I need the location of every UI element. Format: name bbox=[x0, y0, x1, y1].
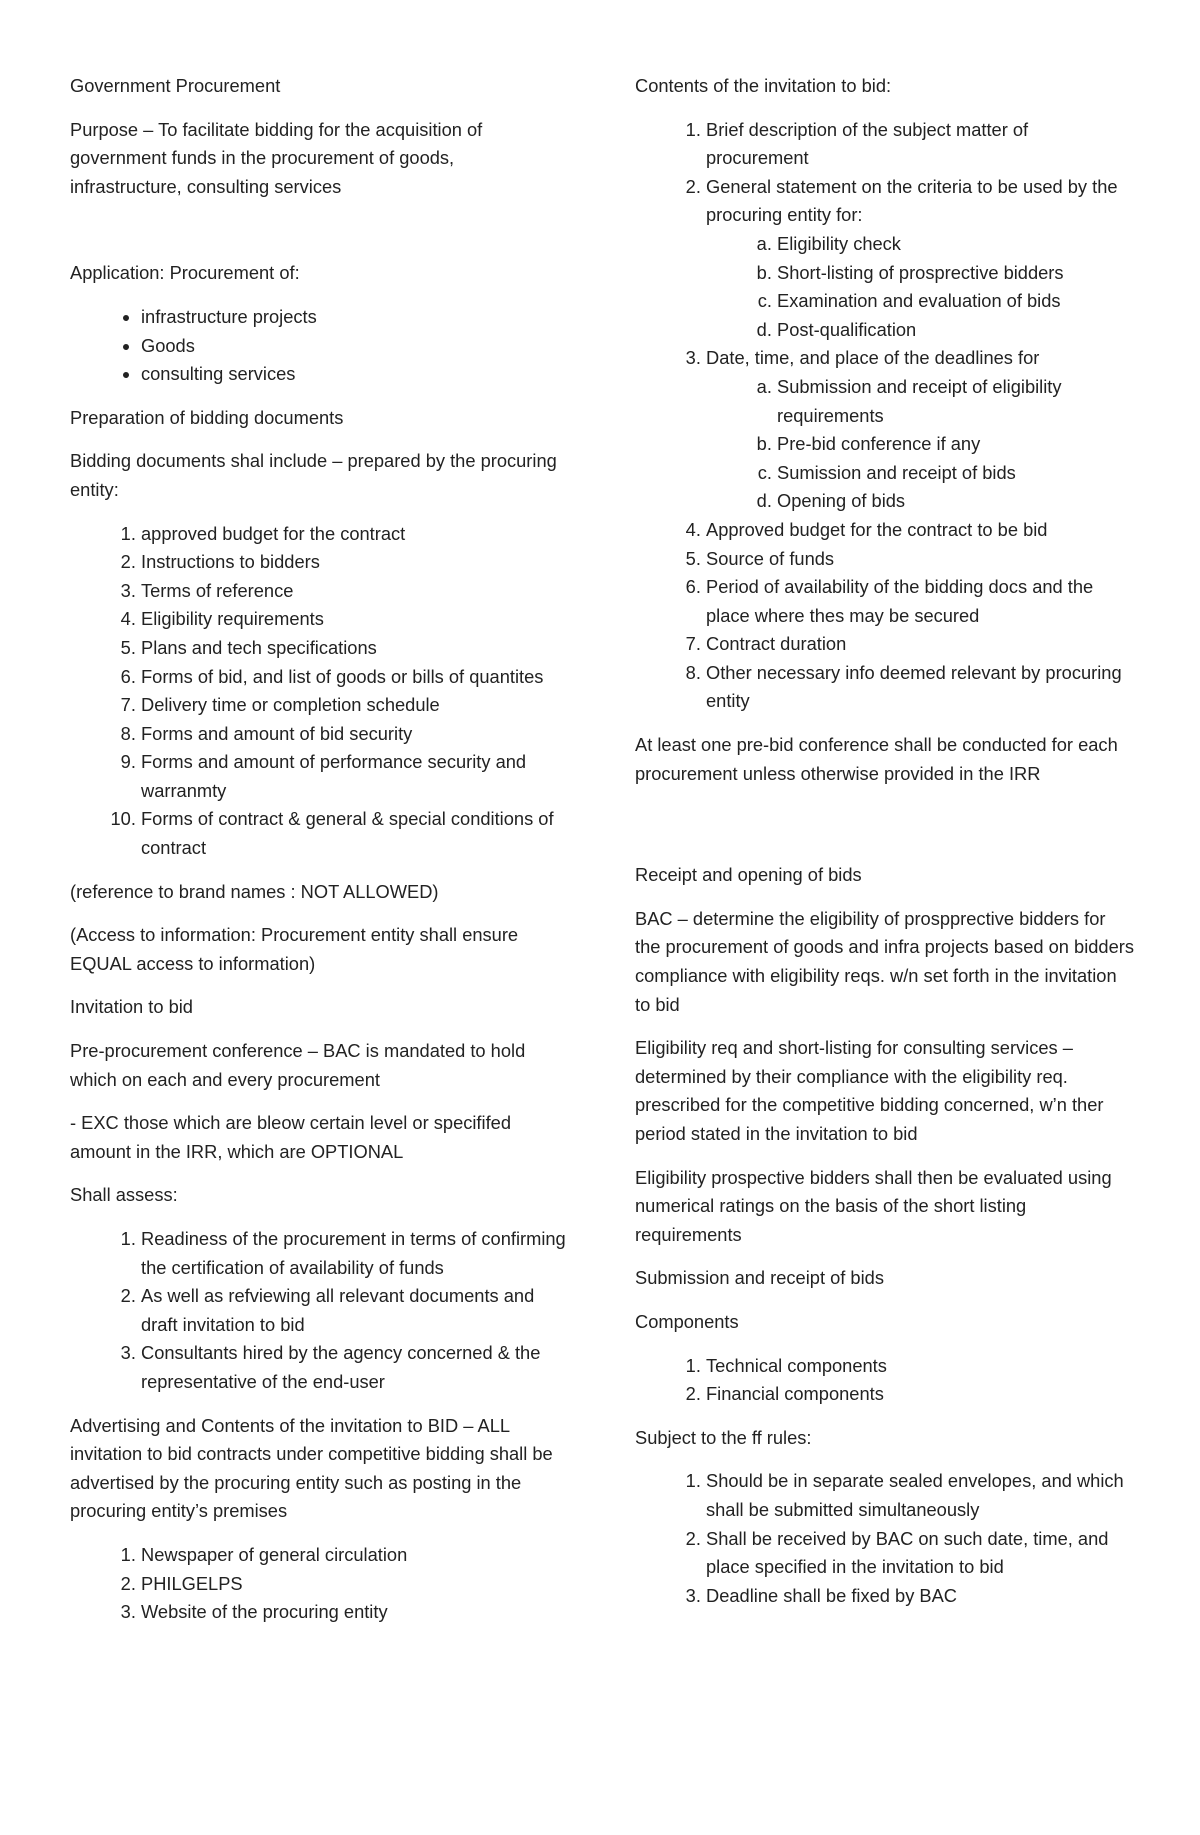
list-item: • Goods bbox=[141, 332, 570, 361]
shall-assess-heading: Shall assess: bbox=[70, 1184, 178, 1206]
pre-bid-note: At least one pre-bid conference shall be conducted for each procurement unless otherwise provided in the IRR bbox=[635, 734, 1118, 784]
brand-names-note: (reference to brand names : NOT ALLOWED) bbox=[70, 880, 439, 902]
contents-heading: Contents of the invitation to bid: bbox=[635, 75, 892, 96]
list-item: 8. Other necessary info deemed relevant by procuring entity bbox=[706, 659, 1135, 716]
list-item: 1. Technical components bbox=[706, 1352, 1135, 1381]
list-item: 4. Eligibility requirements bbox=[141, 605, 570, 634]
rules-list bbox=[635, 1467, 1135, 1610]
rules-heading: Subject to the ff rules: bbox=[635, 1426, 812, 1448]
sublist-item: c. Examination and evaluation of bids bbox=[777, 287, 1135, 316]
list-item: 1. approved budget for the contract bbox=[141, 520, 570, 549]
spacer bbox=[635, 803, 1135, 861]
pre-procurement-paragraph: Pre-procurement conference – BAC is mandated to hold which on each and every procurement bbox=[70, 1040, 526, 1090]
list-item: 3. Terms of reference bbox=[141, 577, 570, 606]
list-item-text: General statement on the criteria to be used by the procuring entity for: bbox=[706, 175, 1118, 226]
contents-list bbox=[635, 116, 1135, 716]
list-item: 6. Forms of bid, and list of goods or bills of quantites bbox=[141, 663, 570, 692]
preparation-heading: Preparation of bidding documents bbox=[70, 406, 344, 428]
components-heading: Components bbox=[635, 1310, 739, 1332]
list-item: 10. Forms of contract & general & special conditions of contract bbox=[141, 805, 570, 862]
list-item bbox=[706, 344, 1135, 516]
left-column bbox=[70, 72, 570, 1642]
application-heading: Application: Procurement of: bbox=[70, 262, 300, 284]
list-item: 7. Contract duration bbox=[706, 630, 1135, 659]
right-column bbox=[635, 72, 1135, 1625]
list-item: 1. Brief description of the subject matter of procurement bbox=[706, 116, 1135, 173]
components-list bbox=[635, 1352, 1135, 1409]
list-item: • infrastructure projects bbox=[141, 303, 570, 332]
assess-list bbox=[70, 1225, 570, 1397]
list-item: 3. Deadline shall be fixed by BAC bbox=[706, 1582, 1135, 1611]
list-item: 5. Source of funds bbox=[706, 545, 1135, 574]
receipt-heading: Receipt and opening of bids bbox=[635, 864, 862, 886]
list-item: 8. Forms and amount of bid security bbox=[141, 720, 570, 749]
bidding-docs-intro: Bidding documents shal include – prepared by the procuring entity: bbox=[70, 450, 557, 500]
sublist-item: a. Submission and receipt of eligibility requirements bbox=[777, 373, 1135, 430]
access-note: (Access to information: Procurement entity shall ensure EQUAL access to information) bbox=[70, 924, 519, 974]
eligibility-consulting-paragraph: Eligibility req and short-listing for consulting services – determined by their compliance with the eligibility req. prescribed for the competitive bidding concerned, w’n ther period stated in the invitation to bid bbox=[635, 1037, 1104, 1144]
list-item: 5. Plans and tech specifications bbox=[141, 634, 570, 663]
list-item: 1. Newspaper of general circulation bbox=[141, 1541, 570, 1570]
deadlines-sublist bbox=[706, 373, 1135, 516]
criteria-sublist bbox=[706, 230, 1135, 344]
sublist-item: c. Sumission and receipt of bids bbox=[777, 459, 1135, 488]
list-item: 3. Website of the procuring entity bbox=[141, 1598, 570, 1627]
bac-paragraph: BAC – determine the eligibility of prospprective bidders for the procurement of goods and infra projects based on bidders compliance with eligibility reqs. w/n set forth in the invitation to bid bbox=[635, 907, 1134, 1015]
bidding-docs-list bbox=[70, 520, 570, 863]
eligibility-evaluated-paragraph: Eligibility prospective bidders shall then be evaluated using numerical ratings on the basis of the short listing requirements bbox=[635, 1166, 1112, 1245]
list-item: 2. Shall be received by BAC on such date, time, and place specified in the invitation to bid bbox=[706, 1525, 1135, 1582]
list-item-text: Date, time, and place of the deadlines for bbox=[706, 347, 1040, 369]
invitation-heading: Invitation to bid bbox=[70, 996, 193, 1018]
exception-paragraph: - EXC those which are bleow certain level or specififed amount in the IRR, which are OPTIONAL bbox=[70, 1112, 511, 1162]
list-item bbox=[706, 173, 1135, 345]
document-title: Government Procurement bbox=[70, 75, 281, 96]
sublist-item: b. Pre-bid conference if any bbox=[777, 430, 1135, 459]
list-item: 2. Financial components bbox=[706, 1380, 1135, 1409]
list-item: 9. Forms and amount of performance security and warranmty bbox=[141, 748, 570, 805]
application-list bbox=[70, 303, 570, 389]
sublist-item: d. Opening of bids bbox=[777, 487, 1135, 516]
spacer bbox=[70, 216, 570, 259]
advertising-list bbox=[70, 1541, 570, 1627]
list-item: 7. Delivery time or completion schedule bbox=[141, 691, 570, 720]
advertising-paragraph: Advertising and Contents of the invitation to BID – ALL invitation to bid contracts under competitive bidding shall be advertised by the procuring entity such as posting in the procuring entity’s premises bbox=[70, 1414, 553, 1522]
sublist-item: d. Post-qualification bbox=[777, 316, 1135, 345]
sublist-item: b. Short-listing of prosprective bidders bbox=[777, 259, 1135, 288]
list-item: 1. Readiness of the procurement in terms of confirming the certification of availability of funds bbox=[141, 1225, 570, 1282]
list-item: 2. As well as refviewing all relevant documents and draft invitation to bid bbox=[141, 1282, 570, 1339]
list-item: 2. PHILGELPS bbox=[141, 1570, 570, 1599]
list-item: 3. Consultants hired by the agency concerned & the representative of the end-user bbox=[141, 1339, 570, 1396]
list-item: 2. Instructions to bidders bbox=[141, 548, 570, 577]
list-item: 1. Should be in separate sealed envelopes, and which shall be submitted simultaneously bbox=[706, 1467, 1135, 1524]
submission-heading: Submission and receipt of bids bbox=[635, 1267, 884, 1289]
purpose-paragraph: Purpose – To facilitate bidding for the acquisition of government funds in the procurement of goods, infrastructure, consulting services bbox=[70, 118, 483, 197]
sublist-item: a. Eligibility check bbox=[777, 230, 1135, 259]
list-item: 4. Approved budget for the contract to be bid bbox=[706, 516, 1135, 545]
list-item: 6. Period of availability of the bidding docs and the place where thes may be secured bbox=[706, 573, 1135, 630]
list-item: • consulting services bbox=[141, 360, 570, 389]
